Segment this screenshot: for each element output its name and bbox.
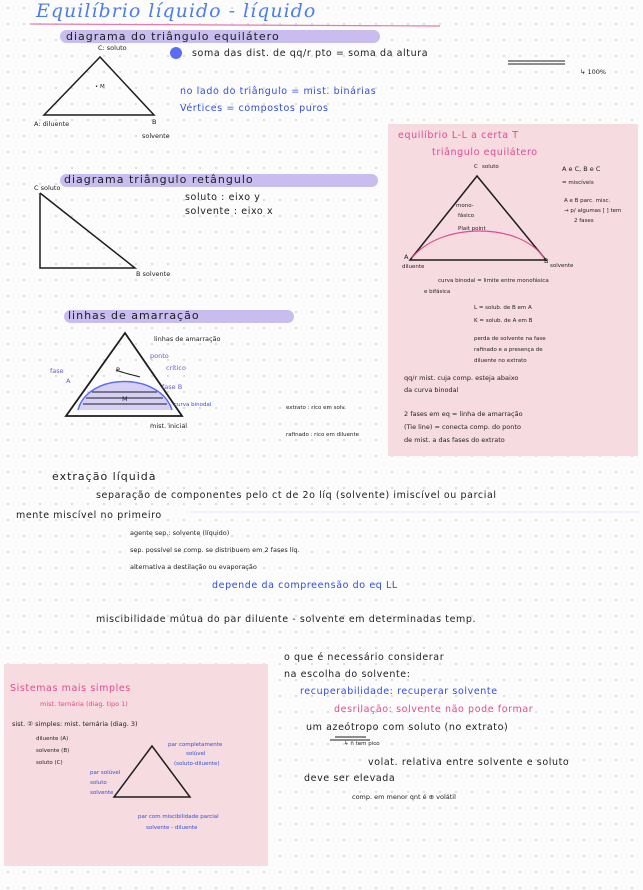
pink-side-3: A e B parc. misc. bbox=[564, 198, 611, 204]
pink2-d3: soluto (C) bbox=[36, 760, 63, 766]
s4-p1: separação de componentes pelo ct de 2o líq (solvente) imiscível ou parcial bbox=[96, 490, 497, 501]
section3-heading: linhas de amarração bbox=[68, 309, 200, 322]
pink-label-a: A bbox=[404, 253, 409, 261]
s5-r3b: ↳ ñ tem pico bbox=[344, 741, 380, 747]
small-triangle bbox=[114, 746, 190, 797]
pink-label-fasico: fásico bbox=[458, 213, 475, 219]
pink2-ann-8: solvente - diluente bbox=[146, 825, 198, 831]
pink-label-c2: soluto bbox=[482, 164, 499, 170]
section2-heading: diagrama triângulo retângulo bbox=[64, 173, 254, 186]
s4-p3: agente sep.: solvente (líquido) bbox=[130, 529, 230, 537]
pink-label-a2: diluente bbox=[402, 264, 425, 270]
tri1-label-a: A: diluente bbox=[34, 120, 70, 128]
pink2-ann-3: (soluto-diluente) bbox=[174, 761, 220, 767]
pink-triangle bbox=[410, 176, 546, 260]
pink2-sist: sist. ② simples: mist. ternária (diag. 3) bbox=[12, 720, 138, 728]
pink-perda-3: diluente no extrato bbox=[474, 358, 527, 364]
tri1-label-m: • M bbox=[95, 84, 105, 90]
tri3-faseb: fase B bbox=[162, 383, 183, 391]
pink-label-c: C bbox=[474, 164, 478, 170]
right-triangle bbox=[40, 193, 135, 268]
tri3-rafinado: rafinado : rico em diluente bbox=[286, 432, 360, 438]
pink-tie-3: de mist. a das fases do extrato bbox=[404, 436, 505, 444]
tri1-label-b: B bbox=[152, 118, 157, 126]
pink2-d1: diluente (A) bbox=[36, 736, 69, 742]
pink-perda-2: rafinado e a presença de bbox=[474, 347, 543, 353]
tri3-curve: curva binodal bbox=[174, 402, 212, 408]
s5-r2: desrilação: solvente não pode formar bbox=[334, 704, 534, 715]
pink-lk-1: L = solub. de B em A bbox=[474, 305, 532, 311]
s5-r4: volat. relativa entre solvente e soluto bbox=[368, 757, 570, 768]
section2-axis-x: solvente : eixo x bbox=[185, 206, 274, 217]
pink-side-2: = miscíveis bbox=[562, 180, 594, 186]
section1-note-extra: ↳ 100% bbox=[580, 68, 607, 76]
section1-note: soma das dist. de qq/r pto = soma da altura bbox=[192, 48, 429, 59]
s4-p2: mente miscível no primeiro bbox=[16, 510, 162, 521]
tri3-point: ponto bbox=[150, 352, 169, 360]
pink-heading-1: equilíbrio L-L a certa T bbox=[398, 130, 519, 141]
pink-qq-2: da curva binodal bbox=[404, 386, 459, 394]
pink-side-1: A e C, B e C bbox=[562, 165, 601, 173]
tri3-lines: linhas de amarração bbox=[154, 335, 221, 343]
s4-p4: sep. possível se comp. se distribuem em 2 fases líq. bbox=[130, 546, 300, 554]
pink-label-b2: solvente bbox=[550, 263, 574, 269]
pink-side-4: → p/ algumas [ ] tem bbox=[564, 208, 622, 214]
tri3-a: A bbox=[66, 377, 71, 385]
pink-heading-2: triângulo equilátero bbox=[432, 147, 538, 158]
pink-perda-1: perda de solvente na fase bbox=[474, 336, 546, 342]
pink2-ann-7: par com miscibilidade parcial bbox=[138, 814, 219, 820]
pink2-ann-4: par solúvel bbox=[90, 770, 121, 776]
tri2-label-b: B solvente bbox=[136, 270, 171, 278]
pink-curve-2: e bifásica bbox=[424, 289, 451, 295]
section2-axis-y: soluto : eixo y bbox=[185, 192, 261, 203]
s5-r6: comp. em menor qnt é ⊕ volátil bbox=[352, 793, 456, 801]
pink2-heading-2: mist. ternária (diag. tipo 1) bbox=[40, 700, 128, 708]
tri3-fase: fase bbox=[50, 367, 64, 375]
tri3-m: M bbox=[122, 395, 128, 403]
pink2-d2: solvente (B) bbox=[36, 748, 70, 754]
page-title: Equilíbrio líquido - líquido bbox=[36, 0, 317, 22]
tri1-label-c: C: soluto bbox=[98, 44, 127, 52]
pink2-ann-5: soluto bbox=[90, 780, 107, 786]
tri2-label-c: C soluto bbox=[34, 184, 61, 192]
pink2-ann-1: par completamente bbox=[168, 742, 223, 748]
pink-side-5: 2 fases bbox=[574, 218, 594, 224]
pink-label-b: B bbox=[544, 257, 549, 265]
pink-tie-2: (Tie line) = conecta comp. do ponto bbox=[404, 423, 521, 431]
s5-r5: deve ser elevada bbox=[304, 773, 396, 784]
pink-tie-1: 2 fases em eq = linha de amarração bbox=[404, 410, 523, 418]
pink-label-mono: mono- bbox=[456, 203, 474, 209]
section1-bullet-1: no lado do triângulo = mist. binárias bbox=[180, 86, 377, 97]
pink-label-plait: Plait point bbox=[458, 226, 486, 232]
tri3-p: P bbox=[116, 366, 120, 374]
s4-p6: depende da compreensão do eq LL bbox=[212, 580, 398, 591]
s5-r1: recuperabilidade: recuperar solvente bbox=[300, 686, 498, 697]
pink2-ann-6: solvente bbox=[90, 790, 114, 796]
pink2-heading-1: Sistemas mais simples bbox=[10, 683, 131, 694]
title-underline bbox=[30, 24, 440, 26]
pink-lk-2: K = solub. de A em B bbox=[474, 318, 533, 324]
section1-heading: diagrama do triângulo equilátero bbox=[66, 30, 280, 43]
tri3-critical: crítico bbox=[166, 364, 186, 372]
tri3-mix: mist. inicial bbox=[150, 422, 188, 430]
pink-qq-1: qq/r mist. cuja comp. esteja abaixo bbox=[404, 374, 519, 382]
star-icon bbox=[170, 47, 182, 59]
section4-heading: extração líquida bbox=[52, 470, 157, 483]
pink2-ann-2: solúvel bbox=[186, 751, 206, 757]
s4-p7: miscibilidade mútua do par diluente - solvente em determinadas temp. bbox=[96, 614, 477, 625]
tri3-extrato: extrato : rico em solv. bbox=[286, 405, 346, 411]
s4-p5: alternativa a destilação ou evaporação bbox=[130, 563, 257, 571]
s5-r3: um azeótropo com soluto (no extrato) bbox=[306, 722, 509, 733]
section1-bullet-2: Vértices = compostos puros bbox=[180, 103, 329, 114]
pink-curve-1: curva binodal = limite entre monofásica bbox=[438, 278, 549, 284]
s5-q2: na escolha do solvente: bbox=[284, 669, 411, 680]
tri1-label-b2: solvente bbox=[142, 132, 170, 140]
s5-q1: o que é necessário considerar bbox=[284, 652, 445, 663]
